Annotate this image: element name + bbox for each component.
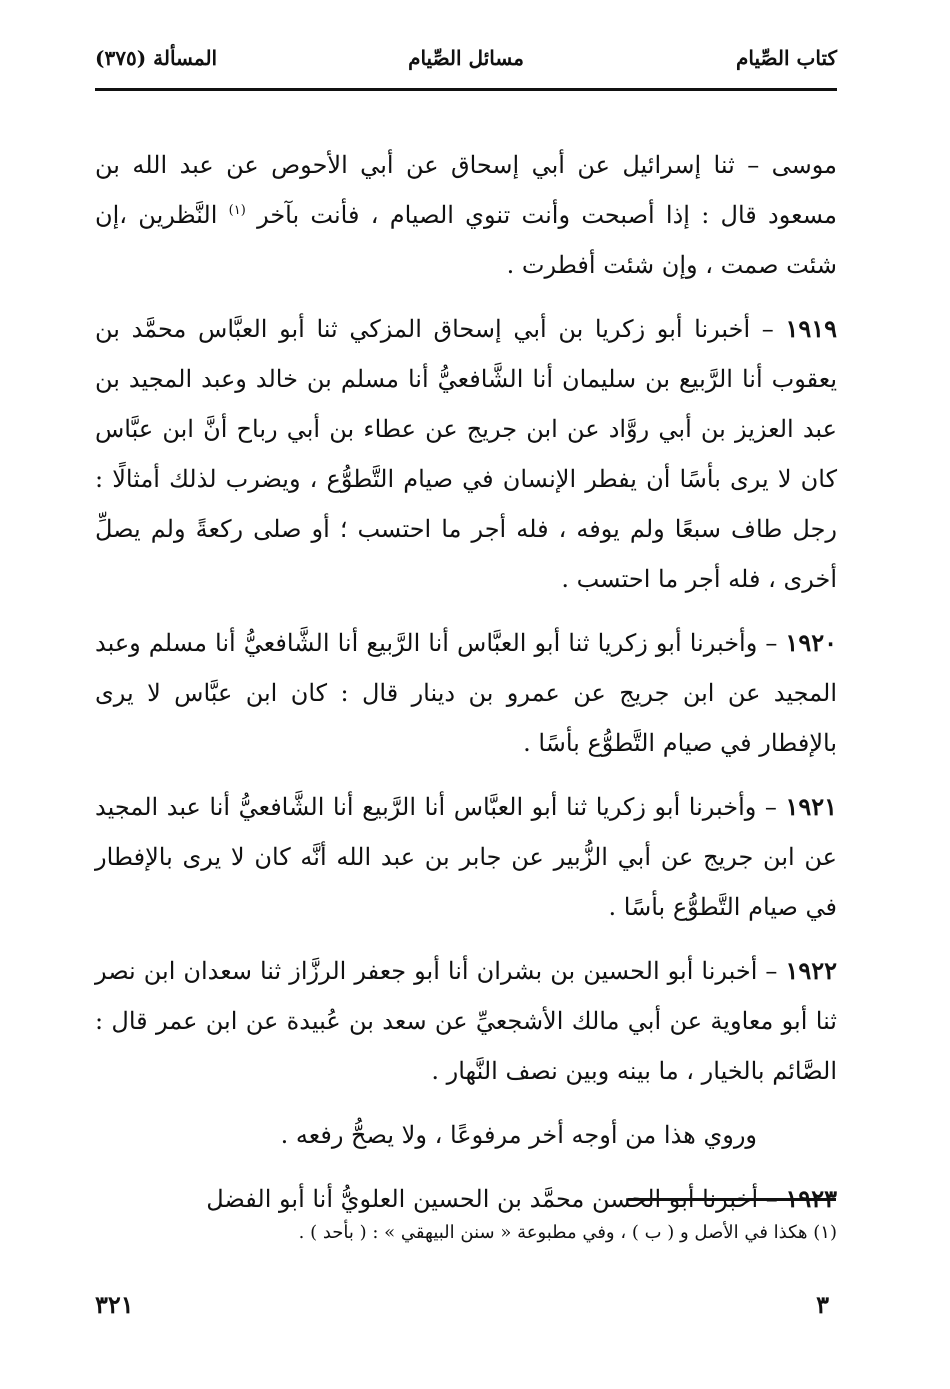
page-footer	[95, 1290, 837, 1330]
paragraph-text: – أخبرنا أبو الحسن محمَّد بن الحسين العلويُّ أنا أبو الفضل	[206, 1185, 778, 1213]
paragraph	[95, 304, 837, 604]
paragraph	[95, 1110, 837, 1160]
paragraph-text: – وأخبرنا أبو زكريا ثنا أبو العبَّاس أنا الرَّبيع أنا الشَّافعيُّ أنا عبد المجيد عن ابن جريج عن أبي الزُّبير عن جابر بن عبد الله أنَّه كان لا يرى بالإفطار في صيام التَّطوُّع بأسًا .	[95, 793, 837, 921]
footnote-rule	[628, 1198, 836, 1201]
footnote: (١) هكذا في الأصل و ( ب ) ، وفي مطبوعة « سنن البيهقي » : ( بأحد ) .	[298, 1222, 837, 1243]
paragraph	[95, 782, 837, 932]
page-number: ٣٢١	[95, 1290, 134, 1319]
volume-number: ٣	[816, 1290, 829, 1319]
hadith-number: ١٩١٩	[785, 314, 837, 343]
hadith-number: ١٩٢٢	[785, 956, 837, 985]
running-header	[95, 40, 837, 80]
paragraph-text: – وأخبرنا أبو زكريا ثنا أبو العبَّاس أنا الرَّبيع أنا الشَّافعيُّ أنا مسلم وعبد المجيد عن ابن جريج عن عمرو بن دينار قال : كان ابن عبَّاس لا يرى بالإفطار في صيام التَّطوُّع بأسًا .	[95, 629, 837, 757]
footnote-reference[interactable]: (١)	[228, 203, 246, 218]
chapter-title: مسائل الصِّيام	[408, 46, 524, 70]
paragraph-text: – أخبرنا أبو الحسين بن بشران أنا أبو جعفر الرزَّاز ثنا سعدان ابن نصر ثنا أبو معاوية عن أبي مالك الأشجعيِّ عن سعد بن عُبيدة عن ابن عمر قال : الصَّائم بالخيار ، ما بينه وبين نصف النَّهار .	[95, 957, 837, 1085]
paragraph	[95, 618, 837, 768]
header-rule	[95, 88, 837, 91]
main-text	[95, 140, 837, 1238]
paragraph-text: النَّظرين ،إن شئت صمت ، وإن شئت أفطرت .	[95, 201, 837, 279]
hadith-number: ١٩٢١	[785, 792, 837, 821]
paragraph	[95, 946, 837, 1096]
book-title: كتاب الصِّيام	[736, 46, 837, 70]
paragraph-text: موسى – ثنا إسرائيل عن أبي إسحاق عن أبي الأحوص عن عبد الله بن مسعود قال : إذا أصبحت وأنت تنوي الصيام ، فأنت بآخر	[95, 151, 837, 229]
issue-number: المسألة (٣٧٥)	[95, 46, 218, 70]
paragraph	[95, 140, 837, 290]
paragraph-text: – أخبرنا أبو زكريا بن أبي إسحاق المزكي ثنا أبو العبَّاس محمَّد بن يعقوب أنا الرَّبيع بن سليمان أنا الشَّافعيُّ أنا مسلم بن خالد وعبد المجيد بن عبد العزيز بن أبي روَّاد عن ابن جريج عن عطاء بن أبي رباح أنَّ ابن عبَّاس كان لا يرى بأسًا أن يفطر الإنسان في صيام التَّطوُّع ، ويضرب لذلك أمثالًا : رجل طاف سبعًا ولم يوفه ، فله أجر ما احتسب ؛ أو صلى ركعةً ولم يصلِّ أخرى ، فله أجر ما احتسب .	[95, 315, 837, 593]
hadith-number: ١٩٢٣	[785, 1184, 837, 1213]
hadith-number: ١٩٢٠	[785, 628, 837, 657]
paragraph-text: وروي هذا من أوجه أخر مرفوعًا ، ولا يصحُّ رفعه .	[280, 1121, 757, 1149]
